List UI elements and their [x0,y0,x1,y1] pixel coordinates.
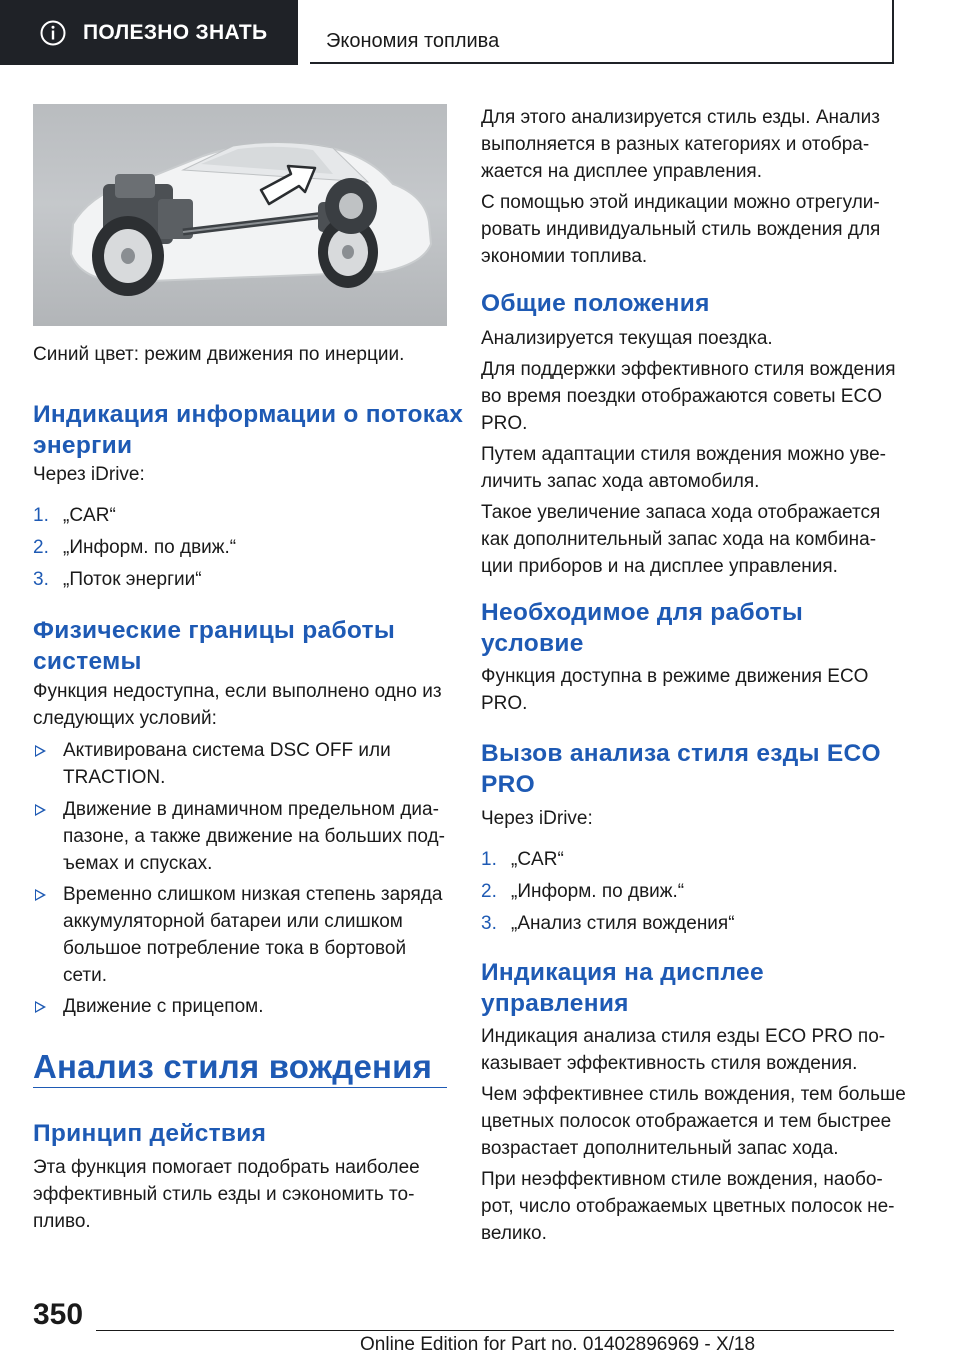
bullet-text: TRACTION. [63,767,166,788]
heading-required-line2: условие [481,630,584,657]
car-illustration [33,104,447,326]
car-figure [33,104,447,326]
page-number: 350 [33,1298,84,1331]
heading-call-line1: Вызов анализа стиля езды ECO [481,740,881,767]
heading-energy-line1: Индикация информации о потоках [33,401,464,428]
heading-general: Общие положения [481,290,710,317]
info-icon [40,20,66,46]
paragraph-line: Для этого анализируется стиль езды. Анализ [481,107,880,128]
bullet-text: сети. [63,965,108,986]
paragraph-line: во время поездки отображаются советы ECO [481,386,882,407]
heading-call-line2: PRO [481,771,535,798]
heading-limits-line1: Физические границы работы [33,617,396,644]
limits-intro-line: следующих условий: [33,708,217,729]
header-tab [0,0,298,65]
paragraph-line: цветных полосок отображается и тем быстрее [481,1111,892,1132]
paragraph-line: Чем эффективнее стиль вождения, тем больше [481,1084,906,1105]
paragraph-line: Индикация анализа стиля езды ECO PRO по- [481,1026,886,1047]
header-section [310,0,894,64]
paragraph-line: казывает эффективность стиля вождения. [481,1053,858,1074]
bullet-text: Активирована система DSC OFF или [63,740,391,761]
heading-display-line1: Индикация на дисплее [481,959,764,986]
bullet-text: ъемах и спусках. [63,853,213,874]
principle-line: Эта функция помогает подобрать наиболее [33,1157,420,1178]
step-text: „Анализ стиля вождения“ [511,913,735,934]
paragraph-line: личить запас хода автомобиля. [481,471,760,492]
heading-analysis: Анализ стиля вождения [33,1048,433,1085]
step-number: 1. [33,505,49,526]
step-text: „Информ. по движ.“ [511,881,685,902]
figure-caption: Синий цвет: режим движения по инерции. [33,344,405,365]
bullet-triangle-icon [35,804,46,816]
paragraph-line: велико. [481,1223,547,1244]
paragraph-line: При неэффективном стиле вождения, наобо- [481,1169,883,1190]
step-number: 2. [481,881,497,902]
step-text: „CAR“ [63,505,116,526]
heading-required-line1: Необходимое для работы [481,599,804,626]
bullet-text: Движение в динамичном предельном диа- [63,799,439,820]
paragraph-line: возрастает дополнительный запас хода. [481,1138,839,1159]
bullet-triangle-icon [35,889,46,901]
principle-line: эффективный стиль езды и сэкономить то- [33,1184,415,1205]
step-number: 3. [33,569,49,590]
step-text: „Поток энергии“ [63,569,202,590]
paragraph-line: PRO. [481,413,528,434]
paragraph-line: Анализируется текущая поездка. [481,328,773,349]
paragraph-line: выполняется в разных категориях и отобра- [481,134,870,155]
bullet-text: аккумуляторной батареи или слишком [63,911,403,932]
heading-display-line2: управления [481,990,629,1017]
paragraph-line: Такое увеличение запаса хода отображается [481,502,881,523]
section-title: Экономия топлива [326,30,500,52]
step-text: „Информ. по движ.“ [63,537,237,558]
bullet-triangle-icon [35,1001,46,1013]
paragraph-line: как дополнительный запас хода на комбина- [481,529,877,550]
footer-edition: Online Edition for Part no. 01402896969 - X/18 [360,1334,756,1355]
paragraph-line: Для поддержки эффективного стиля вождения [481,359,896,380]
paragraph-line: ции приборов и на дисплее управления. [481,556,838,577]
heading-rule [33,1087,447,1088]
heading-limits-line2: системы [33,648,142,675]
paragraph-line: жается на дисплее управления. [481,161,763,182]
via-idrive-text: Через iDrive: [33,464,145,485]
paragraph-line: PRO. [481,693,528,714]
bullet-text: Движение с прицепом. [63,996,264,1017]
limits-intro-line: Функция недоступна, если выполнено одно из [33,681,442,702]
bullet-text: большое потребление тока в бортовой [63,938,407,959]
paragraph-line: ровать индивидуальный стиль вождения для [481,219,881,240]
paragraph-line: Функция доступна в режиме движения ECO [481,666,869,687]
via-idrive-text: Через iDrive: [481,808,593,829]
step-number: 1. [481,849,497,870]
paragraph-line: экономии топлива. [481,246,648,267]
bullet-triangle-icon [35,745,46,757]
bullet-text: пазоне, а также движение на больших под- [63,826,445,847]
paragraph-line: Путем адаптации стиля вождения можно уве- [481,444,886,465]
heading-principle: Принцип действия [33,1120,267,1147]
paragraph-line: С помощью этой индикации можно отрегули- [481,192,880,213]
step-number: 2. [33,537,49,558]
bullet-text: Временно слишком низкая степень заряда [63,884,443,905]
step-number: 3. [481,913,497,934]
header-tab-label: ПОЛЕЗНО ЗНАТЬ [83,20,268,44]
heading-energy-line2: энергии [33,432,133,459]
paragraph-line: рот, число отображаемых цветных полосок не- [481,1196,895,1217]
principle-line: пливо. [33,1211,91,1232]
footer-rule [96,1330,894,1331]
step-text: „CAR“ [511,849,564,870]
